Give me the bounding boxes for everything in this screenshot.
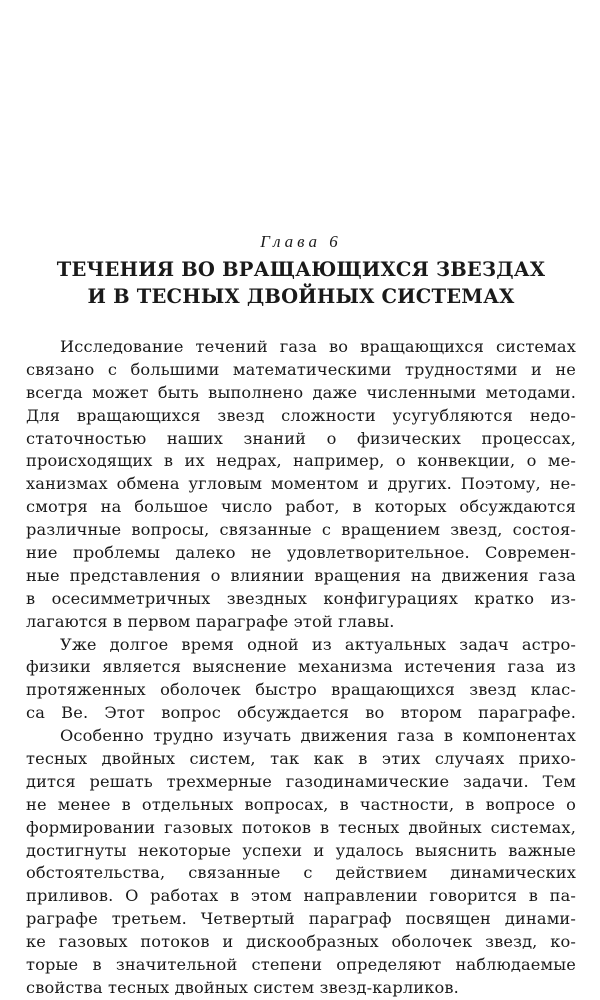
text-line: ке газовых потоков и дискообразных оболочек звезд, ко- — [26, 932, 576, 952]
text-line: Для вращающихся звезд сложности усугубляются недо- — [26, 405, 576, 425]
text-line: лагаются в первом параграфе этой главы. — [26, 611, 395, 631]
text-line: тесных двойных систем, так как в этих случаях прихо- — [26, 749, 576, 769]
text-line: связано с большими математическими трудностями и не — [26, 359, 576, 379]
text-line: физики является выяснение механизма истечения газа из — [26, 657, 576, 677]
text-line: ние проблемы далеко не удовлетворительное. Современ- — [26, 543, 576, 563]
text-line: дится решать трехмерные газодинамические задачи. Тем — [26, 771, 576, 791]
text-line: различные вопросы, связанные с вращением звезд, состоя- — [26, 520, 576, 540]
paragraph-1 — [26, 336, 576, 634]
text-line: торые в значительной степени определяют наблюдаемые — [26, 955, 576, 975]
text-line: формировании газовых потоков в тесных двойных системах, — [26, 817, 576, 837]
text-line: свойства тесных двойных систем звезд-карликов. — [26, 977, 459, 997]
text-line: обстоятельства, связанные с действием динамических — [26, 863, 576, 883]
text-line: ханизмах обмена угловым моментом и других. Поэтому, не- — [26, 474, 576, 494]
text-line: Исследование течений газа во вращающихся системах — [60, 337, 576, 356]
chapter-title-line: И В ТЕСНЫХ ДВОЙНЫХ СИСТЕМАХ — [87, 285, 515, 308]
text-line: статочностью наших знаний о физических процессах, — [26, 428, 576, 448]
text-line: са Be. Этот вопрос обсуждается во втором параграфе. — [26, 703, 576, 723]
chapter-title — [26, 256, 576, 310]
text-line: смотря на большое число работ, в которых обсуждаются — [26, 497, 576, 517]
paragraph-3 — [26, 725, 576, 1000]
text-line: протяженных оболочек быстро вращающихся звезд клас- — [26, 680, 576, 700]
chapter-label: Глава 6 — [260, 232, 342, 251]
text-line: Уже долгое время одной из актуальных задач астро- — [60, 634, 576, 654]
text-line: Особенно трудно изучать движения газа в компонентах — [60, 726, 576, 746]
text-line: раграфе третьем. Четвертый параграф посвящен динами- — [26, 909, 576, 929]
book-page — [26, 0, 576, 997]
text-line: в осесимметричных звездных конфигурациях кратко из- — [26, 588, 576, 608]
text-line: достигнуты некоторые успехи и удалось выяснить важные — [26, 840, 576, 860]
text-line: всегда может быть выполнено даже численными методами. — [26, 382, 576, 402]
text-line: ные представления о влиянии вращения на движения газа — [26, 565, 576, 585]
text-line: происходящих в их недрах, например, о конвекции, о ме- — [26, 451, 576, 471]
text-line: приливов. О работах в этом направлении говорится в па- — [26, 886, 576, 906]
body-text — [26, 336, 576, 1000]
paragraph-2 — [26, 634, 576, 726]
chapter-title-line: ТЕЧЕНИЯ ВО ВРАЩАЮЩИХСЯ ЗВЕЗДАХ — [56, 258, 546, 281]
text-line: не менее в отдельных вопросах, в частности, в вопросе о — [26, 794, 576, 814]
